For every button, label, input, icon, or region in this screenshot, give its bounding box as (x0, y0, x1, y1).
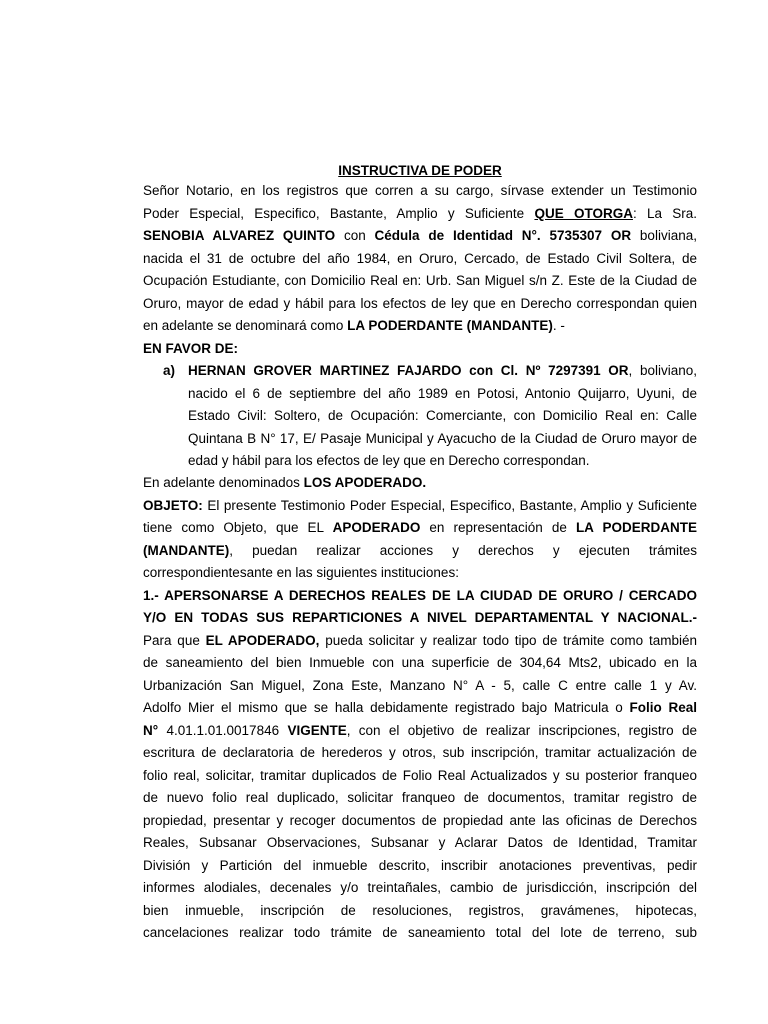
apoderado-line (188, 428, 697, 451)
section1-heading: 1.- APERSONARSE A DERECHOS REALES DE LA CIUDAD DE ORURO / CERCADO (143, 587, 697, 603)
objeto-line (143, 540, 697, 563)
intro-text: Ocupación Estudiante, con Domicilio Real en: Urb. San Miguel s/n Z. Este de la Ciudad de (143, 273, 697, 288)
apoderado-line (188, 383, 697, 406)
que-otorga-label: QUE OTORGA (534, 205, 633, 221)
section1-heading-line (143, 607, 697, 630)
apoderado-label: APODERADO (332, 520, 421, 535)
intro-text: nacida el 31 de octubre del año 1984, en Oruro, Cercado, de Estado Civil Soltera, de (143, 250, 697, 266)
section1-text: informes alodiales, decenales y/o treintañales, cambio de jurisdicción, inscripción del (143, 880, 697, 895)
objeto-label: OBJETO: (143, 497, 203, 513)
apoderado-label: EL APODERADO, (205, 632, 320, 648)
section1-text: pueda solicitar y realizar todo tipo de trámite como también (319, 632, 697, 648)
favor-heading-line (143, 338, 697, 361)
section1-line (143, 855, 697, 878)
objeto-line (143, 495, 697, 518)
poderdante-label: LA PODERDANTE (575, 520, 697, 535)
section1-line (143, 787, 697, 810)
section1-text: bien inmueble, inscripción de resoluciones, registros, gravámenes, hipotecas, (143, 902, 697, 918)
section1-line (143, 832, 697, 855)
section1-text: de nuevo folio real duplicado, solicitar franqueo de documentos, tramitar registro de (143, 790, 697, 805)
section1-text: Adolfo Mier el mismo que se halla debidamente registrado bajo Matricula o (143, 700, 630, 715)
objeto-text: en representación de (420, 520, 576, 535)
section1-line (143, 720, 697, 743)
apoderado-item (188, 360, 697, 473)
section1-heading: Y/O EN TODAS SUS REPARTICIONES A NIVEL DEPARTAMENTAL Y NACIONAL.- (143, 610, 697, 625)
denominados-line (143, 472, 697, 495)
apoderado-line (188, 450, 697, 473)
intro-line (143, 293, 697, 316)
intro-text: Señor Notario, en los registros que corren a su cargo, sírvase extender un Testimonio (143, 183, 697, 198)
section1-text: escritura de declaratoria de herederos y otros, sub inscripción, tramitar actualización de (143, 745, 697, 760)
body-paragraphs (143, 472, 697, 945)
section1-line (143, 675, 697, 698)
apoderados-label: LOS APODERADO. (303, 475, 427, 490)
favor-heading: EN FAVOR DE: (143, 340, 239, 356)
objeto-text: tiene como Objeto, que EL (143, 520, 333, 535)
intro-line (143, 248, 697, 271)
section1-heading-line (143, 585, 697, 608)
apoderado-line (188, 405, 697, 428)
intro-text: boliviana, (631, 228, 697, 243)
apoderado-line (188, 360, 697, 383)
list-marker: a) (163, 363, 176, 378)
section1-line (143, 630, 697, 653)
intro-line (143, 225, 697, 248)
section1-line (143, 877, 697, 900)
intro-text: en adelante se denominará como (143, 318, 348, 333)
section1-text: folio real, solicitar, tramitar duplicados de Folio Real Actualizados y su posterior franqueo (143, 767, 697, 783)
intro-line (143, 315, 697, 338)
apoderado-text: Estado Civil: Soltero, de Ocupación: Comerciante, con Domicilio Real en: Calle (188, 408, 697, 423)
intro-text: Oruro, mayor de edad y hábil para los efectos de ley que en Derecho correspondan quien (143, 295, 697, 311)
intro-text: Poder Especial, Especifico, Bastante, Amplio y Suficiente (143, 205, 535, 221)
section1-text: , con el objetivo de realizar inscripciones, registro de (346, 722, 697, 738)
apoderado-text: Quintana B N° 17, E/ Pasaje Municipal y Ayacucho de la Ciudad de Oruro mayor de (188, 430, 697, 446)
section1-text: propiedad, presentar y recoger documentos de propiedad ante las oficinas de Derechos (143, 812, 697, 828)
section1-line (143, 810, 697, 833)
objeto-text: correspondientesante en las siguientes instituciones: (143, 565, 459, 580)
intro-text: . - (552, 318, 565, 333)
denominados-text: En adelante denominados (143, 475, 304, 490)
mandante-label: (MANDANTE) (143, 542, 230, 558)
section1-line (143, 742, 697, 765)
section1-line (143, 652, 697, 675)
folio-number: 4.01.1.01.0017846 (158, 722, 288, 738)
apoderado-name: HERNAN GROVER MARTINEZ FAJARDO con Cl. Nº 7297391 OR (188, 363, 629, 378)
intro-text: : La Sra. (632, 205, 697, 221)
vigente-label: VIGENTE (287, 722, 347, 738)
section1-text: de saneamiento del bien Inmueble con una superficie de 304,64 Mts2, ubicado en la (143, 655, 697, 670)
intro-paragraph (143, 180, 697, 360)
section1-line (143, 765, 697, 788)
poderdante-ci: Cédula de Identidad N°. 5735307 OR (374, 228, 632, 243)
poderdante-name: SENOBIA ALVAREZ QUINTO (143, 228, 336, 243)
intro-line (143, 203, 697, 226)
objeto-text: , puedan realizar acciones y derechos y ejecuten trámites (229, 542, 697, 558)
intro-text: con (335, 228, 375, 243)
objeto-text: El presente Testimonio Poder Especial, Especifico, Bastante, Amplio y Suficiente (202, 497, 697, 513)
apoderado-text: edad y hábil para los efectos de ley que en Derecho correspondan. (188, 453, 590, 468)
intro-line (143, 180, 697, 203)
section1-text: División y Partición del inmueble descrito, inscribir anotaciones preventivas, pedir (143, 857, 697, 873)
section1-line (143, 922, 697, 945)
poderdante-label: LA PODERDANTE (MANDANTE) (347, 318, 553, 333)
document-title: INSTRUCTIVA DE PODER (338, 163, 502, 178)
section1-line (143, 900, 697, 923)
section1-text: Urbanización San Miguel, Zona Este, Manzano N° A - 5, calle C entre calle 1 y Av. (143, 677, 697, 693)
folio-real-label: Folio Real (629, 700, 697, 715)
folio-number-label: N° (143, 722, 159, 738)
objeto-line (143, 562, 697, 585)
objeto-line (143, 517, 697, 540)
section1-text: Reales, Subsanar Observaciones, Subsanar y Aclarar Datos de Identidad, Tramitar (143, 835, 697, 850)
section1-text: Para que (143, 632, 206, 648)
intro-line (143, 270, 697, 293)
section1-text: cancelaciones realizar todo trámite de saneamiento total del lote de terreno, sub (143, 925, 697, 940)
section1-line (143, 697, 697, 720)
apoderado-text: nacido el 6 de septiembre del año 1989 en Potosi, Antonio Quijarro, Uyuni, de (188, 385, 697, 401)
apoderado-text: , boliviano, (628, 363, 697, 378)
